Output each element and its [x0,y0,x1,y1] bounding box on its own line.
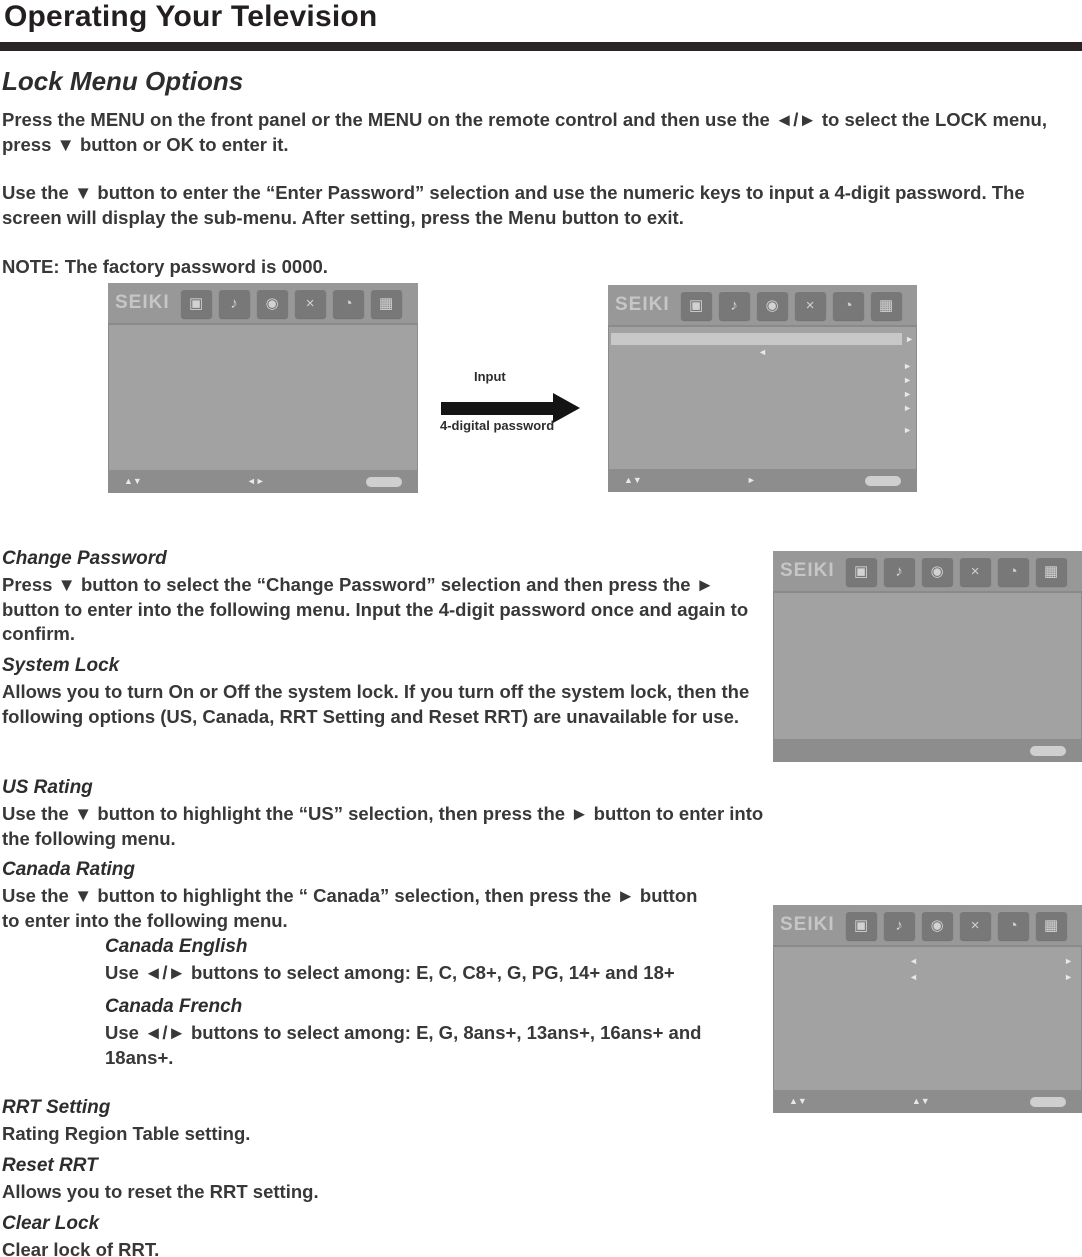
menu-row [608,387,917,401]
menu-row [608,401,917,415]
section-rrt-setting [2,1097,522,1147]
section-heading: Canada French [105,996,243,1017]
time-icon: ◔ [998,911,1029,940]
tv-hint-bar [773,739,1082,762]
section-body: Use ◄/► buttons to select among: E, G, 8ans+, 13ans+, 16ans+ and 18ans+. [105,1022,702,1068]
section-canada-french [105,996,745,1070]
right-arrow-icon: ► [1064,972,1073,982]
time-icon: ◔ [833,291,864,320]
section-change-password [2,548,764,647]
tv-menu-bar [773,551,1082,593]
right-arrow-icon: ► [903,360,912,371]
ok-pill-icon [865,476,901,486]
tv-screen-body [773,947,1082,989]
right-arrow-icon: ► [903,402,912,413]
section-body: Allows you to reset the RRT setting. [2,1181,319,1202]
section-canada-rating [2,859,714,933]
tv-screen-rating-menu [773,905,1082,1113]
section-heading: Reset RRT [2,1155,98,1176]
menu-row [608,423,917,437]
section-reset-rrt [2,1155,522,1205]
section-system-lock [2,655,772,729]
right-arrow-icon: ► [746,475,756,485]
right-arrow-icon: ► [903,374,912,385]
menu-row [773,957,1082,973]
left-arrow-icon: ◄ [758,346,767,357]
menu-row [608,345,917,359]
tv-screen-body [608,333,917,437]
seiki-logo: SEIKI [115,292,170,313]
ok-pill-icon [366,477,402,487]
picture-icon: ▣ [846,911,877,940]
channel-icon: ◉ [922,557,953,586]
title-rule [0,42,1082,51]
setup-icon: ▦ [871,291,902,320]
picture-icon: ▣ [846,557,877,586]
section-body: Allows you to turn On or Off the system lock. If you turn off the system lock, then the following options (US, Canada, RRT Setting and Reset RRT) are unavailable for use. [2,681,750,727]
tv-hint-bar [108,470,418,493]
section-clear-lock [2,1213,522,1257]
menu-row [773,973,1082,989]
channel-icon: ◉ [922,911,953,940]
selected-menu-row [608,333,917,345]
lock-icon: × [960,911,991,940]
section-body: Press ▼ button to select the “Change Password” selection and then press the ► button to enter into the following menu. Input the 4-digit password once and again to confirm. [2,574,749,644]
arrow-label-input: Input [474,369,506,384]
section-body: Rating Region Table setting. [2,1123,251,1144]
section-us-rating [2,777,767,851]
right-arrow-icon: ► [905,333,914,344]
tv-hint-bar [608,469,917,492]
section-heading: System Lock [2,655,120,676]
left-arrow-icon: ◄ [908,972,918,982]
sound-icon: ♪ [884,911,915,940]
seiki-logo: SEIKI [780,914,835,935]
picture-icon: ▣ [181,289,212,318]
note-text: NOTE: The factory password is 0000. [2,256,328,277]
section-body: Use the ▼ button to highlight the “US” selection, then press the ► button to enter into the following menu. [2,803,764,849]
time-icon: ◔ [998,557,1029,586]
arrow-shaft [441,402,553,415]
left-arrow-icon: ◄ [908,956,918,966]
tv-screen-lock-blank-2 [773,551,1082,762]
sound-icon: ♪ [884,557,915,586]
section-heading: Change Password [2,548,167,569]
page-title: Operating Your Television [4,0,378,33]
tv-screen-lock-blank [108,283,418,493]
selection-highlight [611,333,902,345]
setup-icon: ▦ [371,289,402,318]
tv-menu-bar [773,905,1082,947]
sound-icon: ♪ [719,291,750,320]
section-heading: Canada English [105,936,248,957]
lock-menu-options-heading: Lock Menu Options [2,66,244,96]
arrow-head [553,393,580,423]
intro-paragraph-1: Press the MENU on the front panel or the MENU on the remote control and then use the ◄/► to select the LOCK menu, press ▼ button or OK to enter it. [2,109,1047,155]
picture-icon: ▣ [681,291,712,320]
tv-hint-bar [773,1090,1082,1113]
channel-icon: ◉ [757,291,788,320]
lock-icon: × [795,291,826,320]
section-body: Use the ▼ button to highlight the “ Canada” selection, then press the ► button to enter into the following menu. [2,885,698,931]
menu-row [608,359,917,373]
menu-row [608,373,917,387]
time-icon: ◔ [333,289,364,318]
arrow-label-password: 4-digital password [440,418,555,433]
section-heading: Clear Lock [2,1213,100,1234]
right-arrow-icon: ► [903,424,912,435]
up-down-arrows-icon: ▲▼ [624,475,642,485]
section-canada-english [105,936,765,986]
section-body: Clear lock of RRT. [2,1239,160,1257]
up-down-arrows-icon: ▲▼ [124,476,142,486]
section-body: Use ◄/► buttons to select among: E, C, C8+, G, PG, 14+ and 18+ [105,962,675,983]
seiki-logo: SEIKI [780,560,835,581]
right-arrow-icon: ► [1064,956,1073,966]
seiki-logo: SEIKI [615,294,670,315]
right-arrow-icon: ► [903,388,912,399]
tv-menu-bar [108,283,418,325]
ok-pill-icon [1030,1097,1066,1107]
ok-pill-icon [1030,746,1066,756]
left-right-arrows-icon: ◄► [246,476,265,486]
sound-icon: ♪ [219,289,250,318]
intro-paragraph-2: Use the ▼ button to enter the “Enter Password” selection and use the numeric keys to input a 4-digit password. The screen will display the sub-menu. After setting, press the Menu button to exit. [2,182,1025,228]
lock-icon: × [960,557,991,586]
tv-screen-lock-submenu [608,285,917,492]
section-heading: Canada Rating [2,859,136,880]
setup-icon: ▦ [1036,557,1067,586]
section-heading: RRT Setting [2,1097,111,1118]
setup-icon: ▦ [1036,911,1067,940]
up-down-arrows-icon: ▲▼ [911,1096,930,1106]
lock-icon: × [295,289,326,318]
up-down-arrows-icon: ▲▼ [789,1096,807,1106]
section-heading: US Rating [2,777,93,798]
channel-icon: ◉ [257,289,288,318]
tv-menu-bar [608,285,917,327]
